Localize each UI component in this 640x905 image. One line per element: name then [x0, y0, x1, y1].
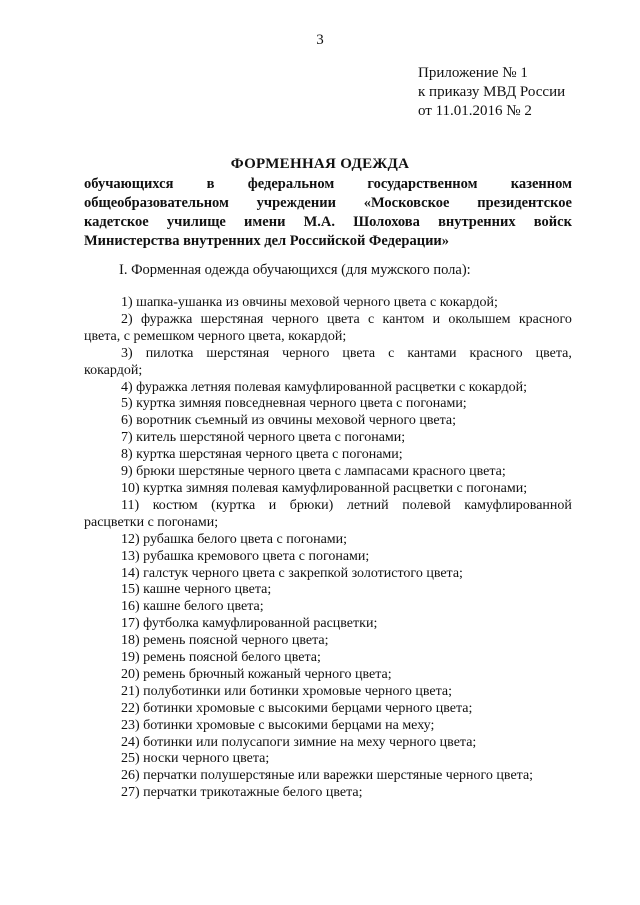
- word: шерстяная: [206, 345, 270, 361]
- word: 2): [121, 311, 133, 327]
- subtitle-line: [84, 175, 572, 194]
- word: «Московское: [363, 195, 450, 211]
- list-item: 9) брюки шерстяные черного цвета с лампасами красного цвета;: [121, 464, 506, 480]
- word: пилотка: [145, 345, 194, 361]
- list-item: 21) полуботинки или ботинки хромовые черного цвета;: [121, 683, 453, 699]
- word: М.А.: [303, 214, 336, 230]
- list-item: [84, 346, 572, 363]
- list-item: 19) ремень поясной белого цвета;: [121, 650, 321, 666]
- word: околышем: [448, 311, 511, 327]
- word: Шолохова: [353, 214, 420, 230]
- word: войск: [533, 214, 572, 230]
- appendix-line: к приказу МВД России: [418, 84, 566, 100]
- subtitle-line: Министерства внутренних дел Российской Федерации»: [84, 233, 450, 249]
- word: государственном: [367, 176, 478, 192]
- word: 11): [121, 497, 140, 513]
- list-item: 14) галстук черного цвета с закрепкой золотистого цвета;: [121, 565, 463, 581]
- word: шерстяная: [200, 311, 264, 327]
- word: имени: [244, 214, 286, 230]
- page-number: 3: [316, 32, 324, 48]
- word: в: [206, 176, 215, 192]
- word: цвета: [327, 311, 360, 327]
- list-item: 23) ботинки хромовые с высокими берцами на меху;: [121, 717, 435, 733]
- word: учреждении: [256, 195, 336, 211]
- list-item: 22) ботинки хромовые с высокими берцами черного цвета;: [121, 700, 473, 716]
- list-item: 8) куртка шерстяная черного цвета с погонами;: [121, 447, 403, 463]
- word: черного: [271, 311, 319, 327]
- word: и: [268, 497, 277, 513]
- word: кантами: [407, 345, 457, 361]
- word: училище: [166, 214, 226, 230]
- list-item: 4) фуражка летняя полевая камуфлированной расцветки с кокардой;: [121, 379, 527, 395]
- word: брюки): [289, 497, 334, 513]
- word: красного: [469, 345, 523, 361]
- list-item: 5) куртка зимняя повседневная черного цвета с погонами;: [121, 396, 467, 412]
- word: летний: [346, 497, 389, 513]
- subtitle-line: [84, 213, 572, 232]
- list-item: 17) футболка камуфлированной расцветки;: [121, 616, 378, 632]
- word: президентское: [477, 195, 572, 211]
- list-item: [84, 498, 572, 515]
- word: с: [388, 345, 395, 361]
- word: (куртка: [211, 497, 256, 513]
- uniform-item-list: [84, 295, 572, 802]
- list-item: 12) рубашка белого цвета с погонами;: [121, 531, 348, 547]
- list-item-continuation: расцветки с погонами;: [84, 514, 219, 530]
- word: и: [432, 311, 441, 327]
- word: внутренних: [438, 214, 516, 230]
- list-item: 27) перчатки трикотажные белого цвета;: [121, 785, 363, 801]
- word: кантом: [382, 311, 425, 327]
- section-heading: I. Форменная одежда обучающихся (для мужского пола):: [119, 262, 471, 278]
- word: фуражка: [140, 311, 193, 327]
- list-item: 7) китель шерстяной черного цвета с погонами;: [121, 430, 406, 446]
- word: 3): [121, 345, 133, 361]
- list-item: 15) кашне черного цвета;: [121, 582, 272, 598]
- word: полевой: [402, 497, 451, 513]
- list-item: 10) куртка зимняя полевая камуфлированной расцветки с погонами;: [121, 480, 528, 496]
- word: с: [368, 311, 375, 327]
- appendix-line: Приложение № 1: [418, 65, 528, 81]
- list-item-continuation: кокардой;: [84, 362, 143, 378]
- word: кадетское: [84, 214, 149, 230]
- word: красного: [518, 311, 572, 327]
- list-item: 25) носки черного цвета;: [121, 751, 270, 767]
- list-item-continuation: цвета, с ремешком черного цвета, кокардой;: [84, 328, 347, 344]
- list-item: 13) рубашка кремового цвета с погонами;: [121, 548, 370, 564]
- list-item: 20) ремень брючный кожаный черного цвета;: [121, 666, 392, 682]
- document-title: ФОРМЕННАЯ ОДЕЖДА: [230, 156, 410, 172]
- list-item: 1) шапка-ушанка из овчины меховой черного цвета с кокардой;: [121, 295, 498, 310]
- word: костюм: [152, 497, 198, 513]
- list-item: 6) воротник съемный из овчины меховой черного цвета;: [121, 413, 456, 429]
- list-item: 26) перчатки полушерстяные или варежки шерстяные черного цвета;: [121, 768, 534, 784]
- word: цвета: [342, 345, 376, 361]
- word: камуфлированной: [464, 497, 572, 513]
- word: цвета,: [535, 345, 572, 361]
- appendix-line: от 11.01.2016 № 2: [418, 103, 532, 119]
- word: общеобразовательном: [84, 195, 229, 211]
- list-item: 16) кашне белого цвета;: [121, 599, 264, 615]
- word: казенном: [510, 176, 572, 192]
- appendix-header: [418, 64, 565, 121]
- list-item: [84, 312, 572, 329]
- list-item: 18) ремень поясной черного цвета;: [121, 633, 329, 649]
- document-subtitle: [84, 175, 572, 251]
- subtitle-line: [84, 194, 572, 213]
- word: черного: [282, 345, 330, 361]
- list-item: 24) ботинки или полусапоги зимние на меху черного цвета;: [121, 734, 477, 750]
- word: обучающихся: [84, 176, 174, 192]
- word: федеральном: [247, 176, 335, 192]
